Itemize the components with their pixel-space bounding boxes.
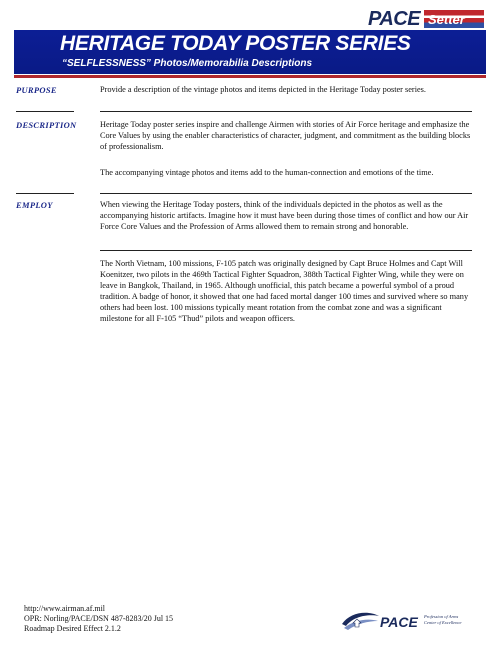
label-divider xyxy=(16,111,74,112)
footer-url-link[interactable]: http://www.airman.af.mil xyxy=(24,604,106,613)
title-banner xyxy=(14,30,486,74)
footer-info xyxy=(24,604,173,634)
pace-footer-logo xyxy=(340,606,468,634)
footer-roadmap: Roadmap Desired Effect 2.1.2 xyxy=(24,624,121,633)
logo-setter-text: Setter xyxy=(428,12,465,27)
footer-opr: OPR: Norling/PACE/DSN 487-8283/20 Jul 15 xyxy=(24,614,174,623)
page-subtitle: “SELFLESSNESS” Photos/Memorabilia Descriptions xyxy=(62,58,313,69)
employ-text: When viewing the Heritage Today posters, think of the individuals depicted in the photos as well as the accompanying historic artifacts. Imagine how it must have been during those times of conflict and how our Air Force Core Values and the Profession of Arms allowed them to remain strong and honorable. xyxy=(100,200,469,231)
patch-story-text: The North Vietnam, 100 missions, F-105 patch was originally designed by Capt Bruce Holmes and Capt Will Koenitzer, two pilots in the 469th Tactical Fighter Squadron, 388th Tactical Fighter Wing, while they were on leave in Bangkok, Thailand, in 1965. Although unofficial, this patch became a powerful symbol of a proud tradition. A badge of honor, it showed that one had faced mortal danger 100 times and survived where so many others had been lost. 100 missions typically meant rotation from the combat zone and was a significant milestone for all F-105 “Thud” pilots and weapon officers. xyxy=(100,259,469,323)
footer-logo-tagline: Profession of Arms Center of Excellence xyxy=(424,614,462,625)
purpose-text: Provide a description of the vintage photos and items depicted in the Heritage Today poster series. xyxy=(100,85,426,94)
description-text-2: The accompanying vintage photos and items add to the human-connection and emotions of the time. xyxy=(100,168,434,177)
description-text: Heritage Today poster series inspire and challenge Airmen with stories of Air Force heritage and emphasize the Core Values by using the enabler characteristics of character, judgment, and commitment as the building blocks of professionalism. xyxy=(100,120,471,151)
section-label-employ: EMPLOY xyxy=(16,200,53,210)
label-divider xyxy=(16,193,74,194)
section-divider xyxy=(100,111,472,112)
swoosh-icon xyxy=(340,610,380,632)
logo-pace-text: PACE xyxy=(368,8,421,30)
section-label-description: DESCRIPTION xyxy=(16,120,77,130)
section-label-purpose: PURPOSE xyxy=(16,85,57,95)
section-divider xyxy=(100,193,472,194)
pace-setter-logo xyxy=(368,8,486,30)
footer-logo-pace: PACE xyxy=(380,614,418,630)
banner-accent-stripe xyxy=(14,75,486,78)
section-divider xyxy=(100,250,472,251)
page-title: HERITAGE TODAY POSTER SERIES xyxy=(60,32,411,55)
flag-stripes xyxy=(424,10,484,28)
